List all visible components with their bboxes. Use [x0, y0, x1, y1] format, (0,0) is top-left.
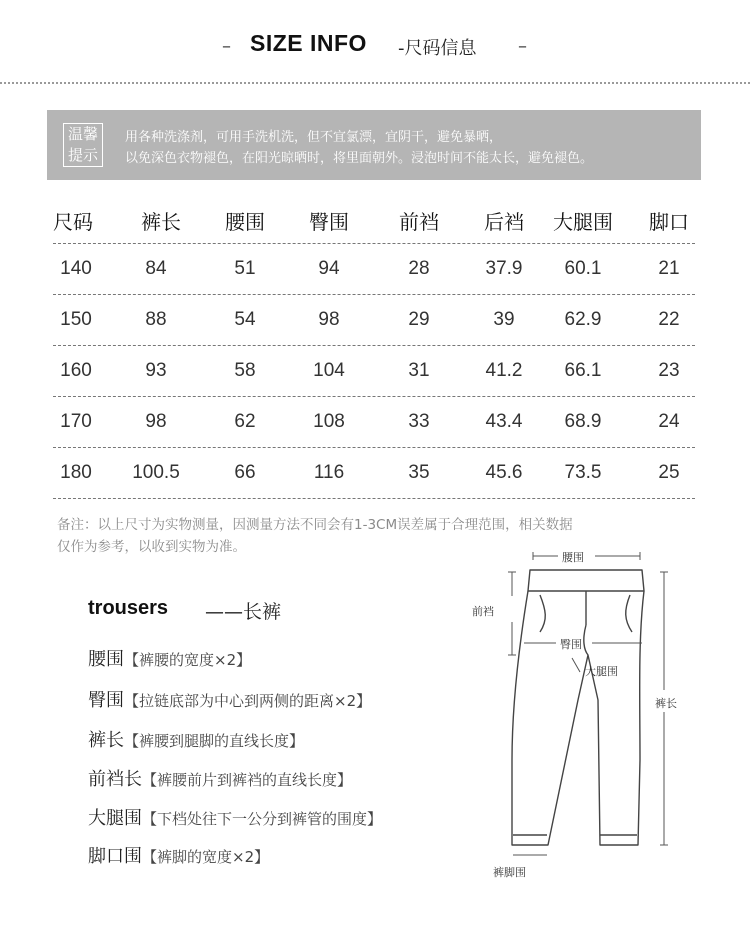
table-cell: 24 — [658, 411, 680, 432]
header-cell: 脚口 — [649, 210, 689, 234]
legend-desc: 【下档处往下一公分到裤管的围度】 — [142, 810, 383, 828]
care-badge-line1: 温馨 — [67, 125, 98, 143]
table-cell: 25 — [658, 462, 680, 483]
diagram-label-front-rise: 前裆 — [472, 605, 494, 618]
table-cell: 98 — [145, 411, 167, 432]
diagram-label-thigh: 大腿围 — [585, 665, 618, 678]
header-cell: 前裆 — [399, 210, 439, 234]
page-title: SIZE INFO — [250, 30, 367, 56]
table-cell: 62 — [234, 411, 256, 432]
table-cell: 51 — [234, 258, 256, 279]
table-cell: 31 — [408, 360, 430, 381]
note-line2: 仅作为参考，以收到实物为准。 — [57, 539, 246, 555]
table-cell: 23 — [658, 360, 680, 381]
table-cell: 43.4 — [485, 411, 523, 432]
table-cell: 66 — [234, 462, 256, 483]
table-cell: 116 — [313, 462, 345, 483]
header-dash-left: – — [222, 36, 231, 57]
header-cell: 尺码 — [53, 210, 93, 234]
legend-desc: 【裤脚的宽度×2】 — [142, 848, 270, 866]
table-cell: 140 — [60, 258, 92, 279]
table-cell: 150 — [60, 309, 92, 330]
care-badge-line2: 提示 — [67, 146, 98, 164]
legend-desc: 【裤腰前片到裤裆的直线长度】 — [142, 771, 353, 789]
table-cell: 93 — [145, 360, 167, 381]
header-cell: 臀围 — [309, 210, 349, 234]
table-cell: 66.1 — [564, 360, 602, 381]
table-cell: 22 — [658, 309, 680, 330]
table-cell: 33 — [408, 411, 430, 432]
page-subtitle: -尺码信息 — [398, 38, 477, 59]
table-cell: 62.9 — [564, 309, 602, 330]
legend-term: 大腿围 — [88, 808, 142, 829]
table-cell: 88 — [145, 309, 167, 330]
table-cell: 21 — [658, 258, 680, 279]
diagram-label-hem: 裤脚围 — [493, 866, 526, 879]
table-cell: 28 — [408, 258, 430, 279]
table-cell: 54 — [234, 309, 256, 330]
table-cell: 68.9 — [564, 411, 602, 432]
table-cell: 45.6 — [485, 462, 523, 483]
header-cell: 大腿围 — [553, 210, 613, 234]
table-cell: 58 — [234, 360, 256, 381]
legend-title: trousers — [88, 597, 169, 619]
legend-term: 前裆长 — [88, 769, 142, 790]
diagram-label-length: 裤长 — [655, 697, 677, 710]
table-cell: 60.1 — [564, 258, 602, 279]
table-cell: 104 — [313, 360, 345, 381]
table-cell: 160 — [60, 360, 92, 381]
table-cell: 39 — [493, 309, 515, 330]
legend-term: 臀围 — [88, 690, 124, 711]
legend-term: 脚口围 — [88, 846, 142, 867]
table-cell: 94 — [318, 258, 340, 279]
table-cell: 108 — [313, 411, 345, 432]
care-text-line2: 以免深色衣物褪色，在阳光晾晒时，将里面朝外。浸泡时间不能太长，避免褪色。 — [125, 151, 594, 166]
header-dash-right: – — [518, 36, 527, 57]
header-cell: 腰围 — [225, 210, 265, 234]
note-line1: 备注：以上尺寸为实物测量，因测量方法不同会有1-3CM误差属于合理范围，相关数据 — [57, 517, 573, 533]
table-cell: 37.9 — [485, 258, 523, 279]
legend-desc: 【裤腰的宽度×2】 — [124, 651, 252, 669]
table-cell: 29 — [408, 309, 430, 330]
table-cell: 170 — [60, 411, 92, 432]
diagram-label-hip: 臀围 — [560, 638, 582, 651]
legend-desc: 【裤腰到腿脚的直线长度】 — [124, 732, 305, 750]
measurement-guides — [508, 552, 668, 855]
table-cell: 98 — [318, 309, 340, 330]
table-cell: 180 — [60, 462, 92, 483]
table-cell: 41.2 — [485, 360, 523, 381]
header-cell: 裤长 — [141, 210, 181, 234]
legend-term: 腰围 — [88, 649, 124, 670]
care-text-line1: 用各种洗涤剂，可用手洗机洗，但不宜氯漂，宜阴干，避免暴晒， — [125, 130, 503, 145]
legend-subtitle: ——长裤 — [205, 601, 282, 623]
table-cell: 84 — [145, 258, 167, 279]
legend-term: 裤长 — [88, 730, 124, 751]
trousers-outline — [512, 570, 644, 845]
table-cell: 100.5 — [132, 462, 180, 483]
table-cell: 35 — [408, 462, 430, 483]
header-cell: 后裆 — [484, 210, 524, 234]
legend-desc: 【拉链底部为中心到两侧的距离×2】 — [124, 692, 372, 710]
diagram-label-waist: 腰围 — [562, 551, 584, 564]
table-cell: 73.5 — [564, 462, 602, 483]
